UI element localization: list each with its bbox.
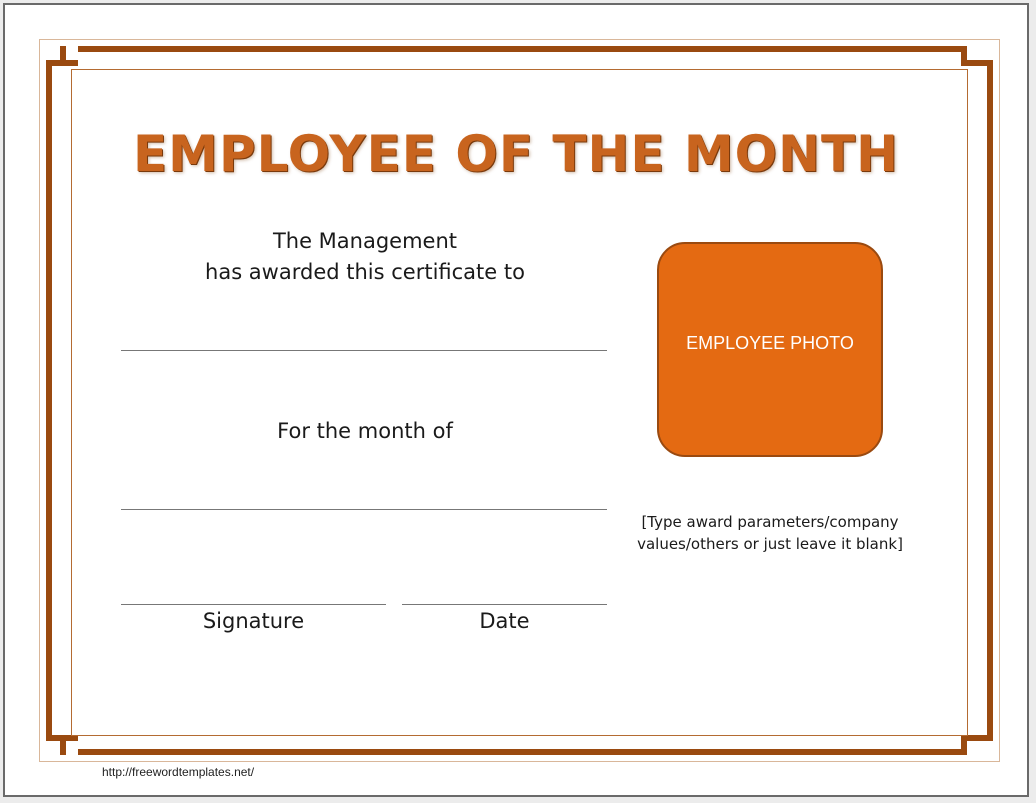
month-label: For the month of — [277, 419, 453, 443]
signature-line — [121, 604, 386, 605]
certificate-title: EMPLOYEE OF THE MONTH — [133, 125, 899, 183]
employee-photo-label: EMPLOYEE PHOTO — [686, 333, 854, 353]
award-note-line-2: values/others or just leave it blank] — [637, 535, 903, 553]
intro-line-2: has awarded this certificate to — [205, 260, 525, 284]
source-url: http://freewordtemplates.net/ — [102, 765, 255, 779]
intro-line-1: The Management — [272, 229, 458, 253]
employee-photo-placeholder — [657, 242, 883, 457]
award-note-line-1: [Type award parameters/company — [641, 513, 899, 531]
date-label: Date — [479, 609, 530, 633]
date-line — [402, 604, 607, 605]
recipient-name-line — [121, 350, 607, 351]
signature-label: Signature — [202, 609, 305, 633]
month-line — [121, 509, 607, 510]
certificate-page — [3, 3, 1029, 797]
